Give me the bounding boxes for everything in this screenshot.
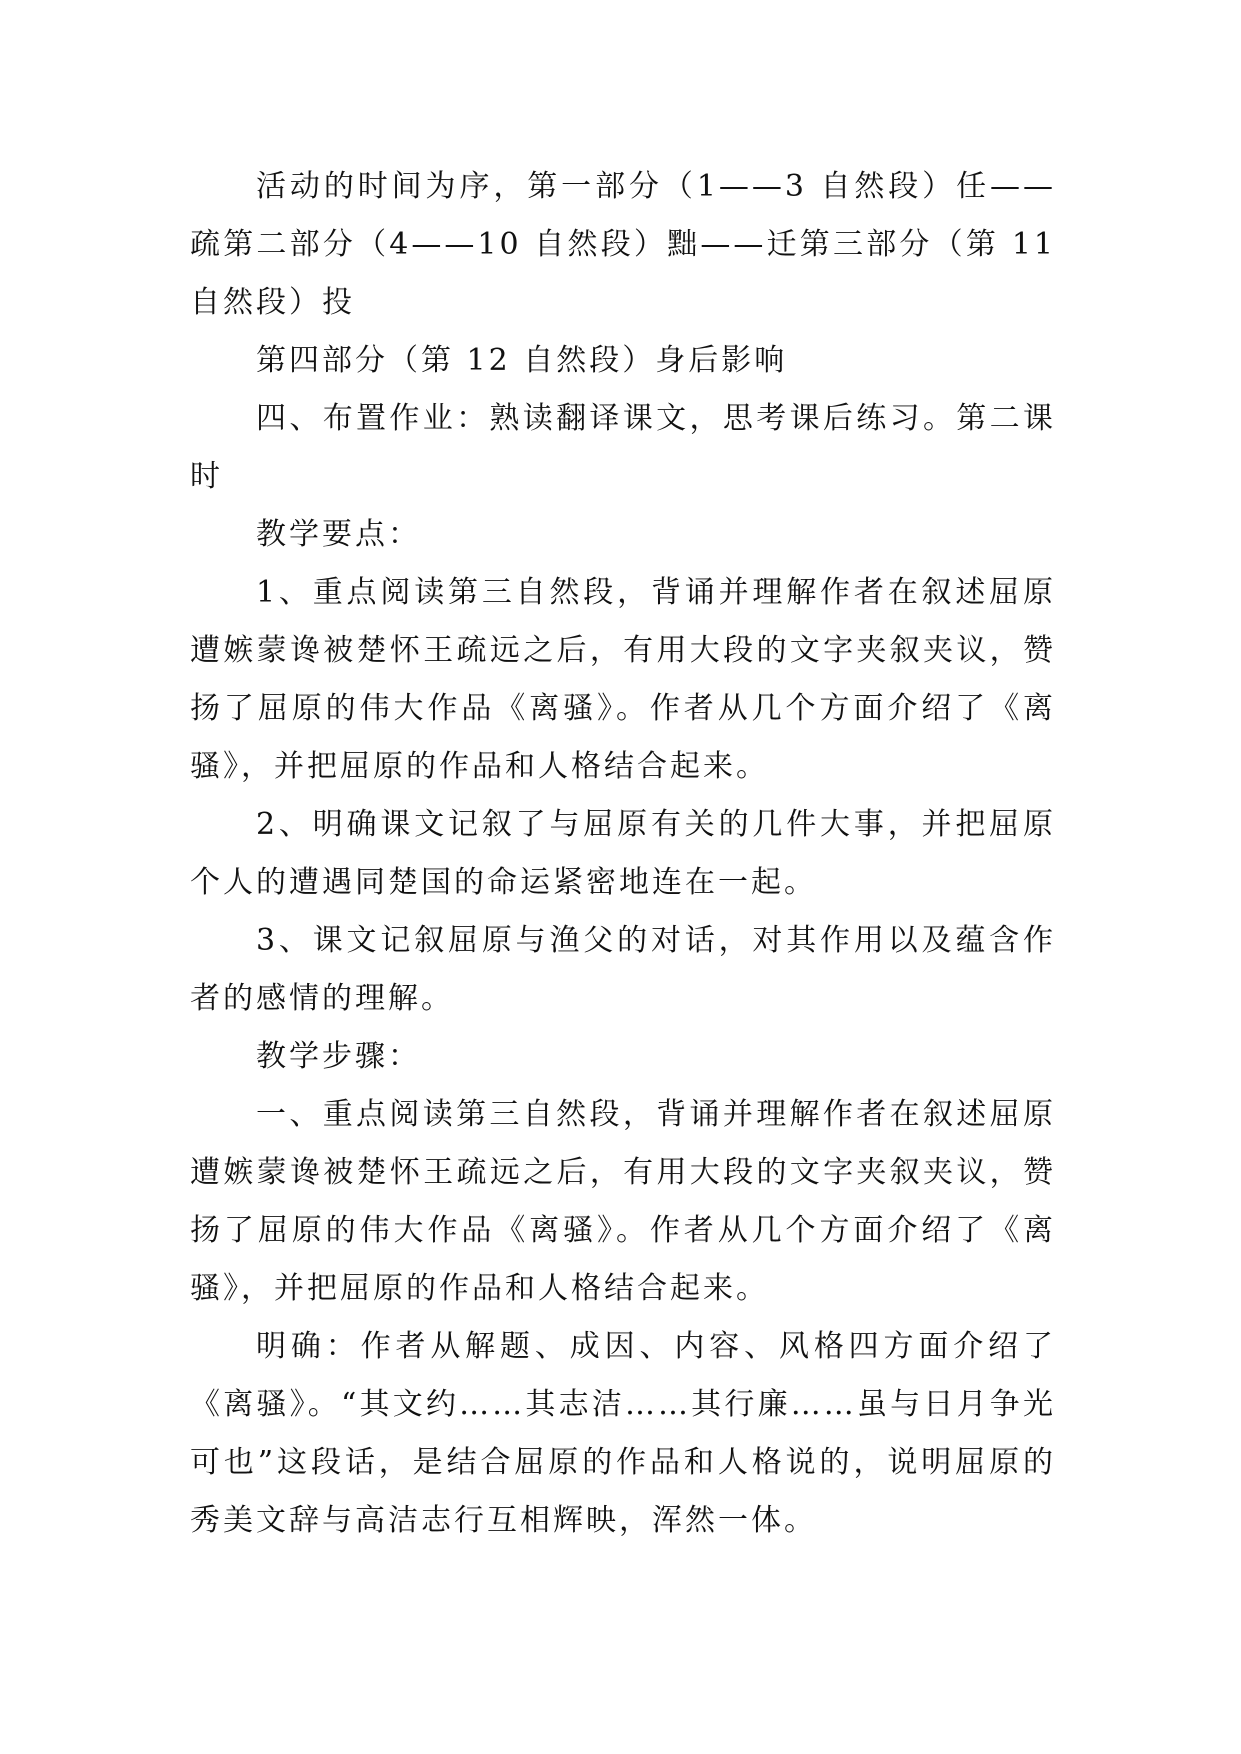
- heading-teaching-points: 教学要点：: [256, 517, 421, 552]
- paragraph-structure-parts-1-3: 活动的时间为序，第一部分（1——3 自然段）任——疏第二部分（4——10 自然段）黜——迁第三部分（第 11 自然段）投: [190, 169, 1056, 320]
- paragraph-point-2: 2、明确课文记叙了与屈原有关的几件大事，并把屈原个人的遭遇同楚国的命运紧密地连在一起。: [190, 807, 1056, 900]
- heading-teaching-steps: 教学步骤：: [256, 1039, 421, 1074]
- paragraph-point-3: 3、课文记叙屈原与渔父的对话，对其作用以及蕴含作者的感情的理解。: [190, 923, 1056, 1016]
- document-body: [190, 158, 1056, 1550]
- paragraph-homework: 四、布置作业：熟读翻译课文，思考课后练习。第二课时: [190, 401, 1056, 494]
- paragraph-structure-part-4: 第四部分（第 12 自然段）身后影响: [256, 343, 788, 378]
- paragraph-point-1: 1、重点阅读第三自然段，背诵并理解作者在叙述屈原遭嫉蒙谗被楚怀王疏远之后，有用大段的文字夹叙夹议，赞扬了屈原的伟大作品《离骚》。作者从几个方面介绍了《离骚》，并把屈原的作品和人格结合起来。: [190, 575, 1056, 784]
- paragraph-clarification: 明确：作者从解题、成因、内容、风格四方面介绍了《离骚》。“其文约……其志洁……其行廉……虽与日月争光可也”这段话，是结合屈原的作品和人格说的，说明屈原的秀美文辞与高洁志行互相辉映，浑然一体。: [190, 1329, 1056, 1538]
- paragraph-step-1: 一、重点阅读第三自然段，背诵并理解作者在叙述屈原遭嫉蒙谗被楚怀王疏远之后，有用大段的文字夹叙夹议，赞扬了屈原的伟大作品《离骚》。作者从几个方面介绍了《离骚》，并把屈原的作品和人格结合起来。: [190, 1097, 1056, 1306]
